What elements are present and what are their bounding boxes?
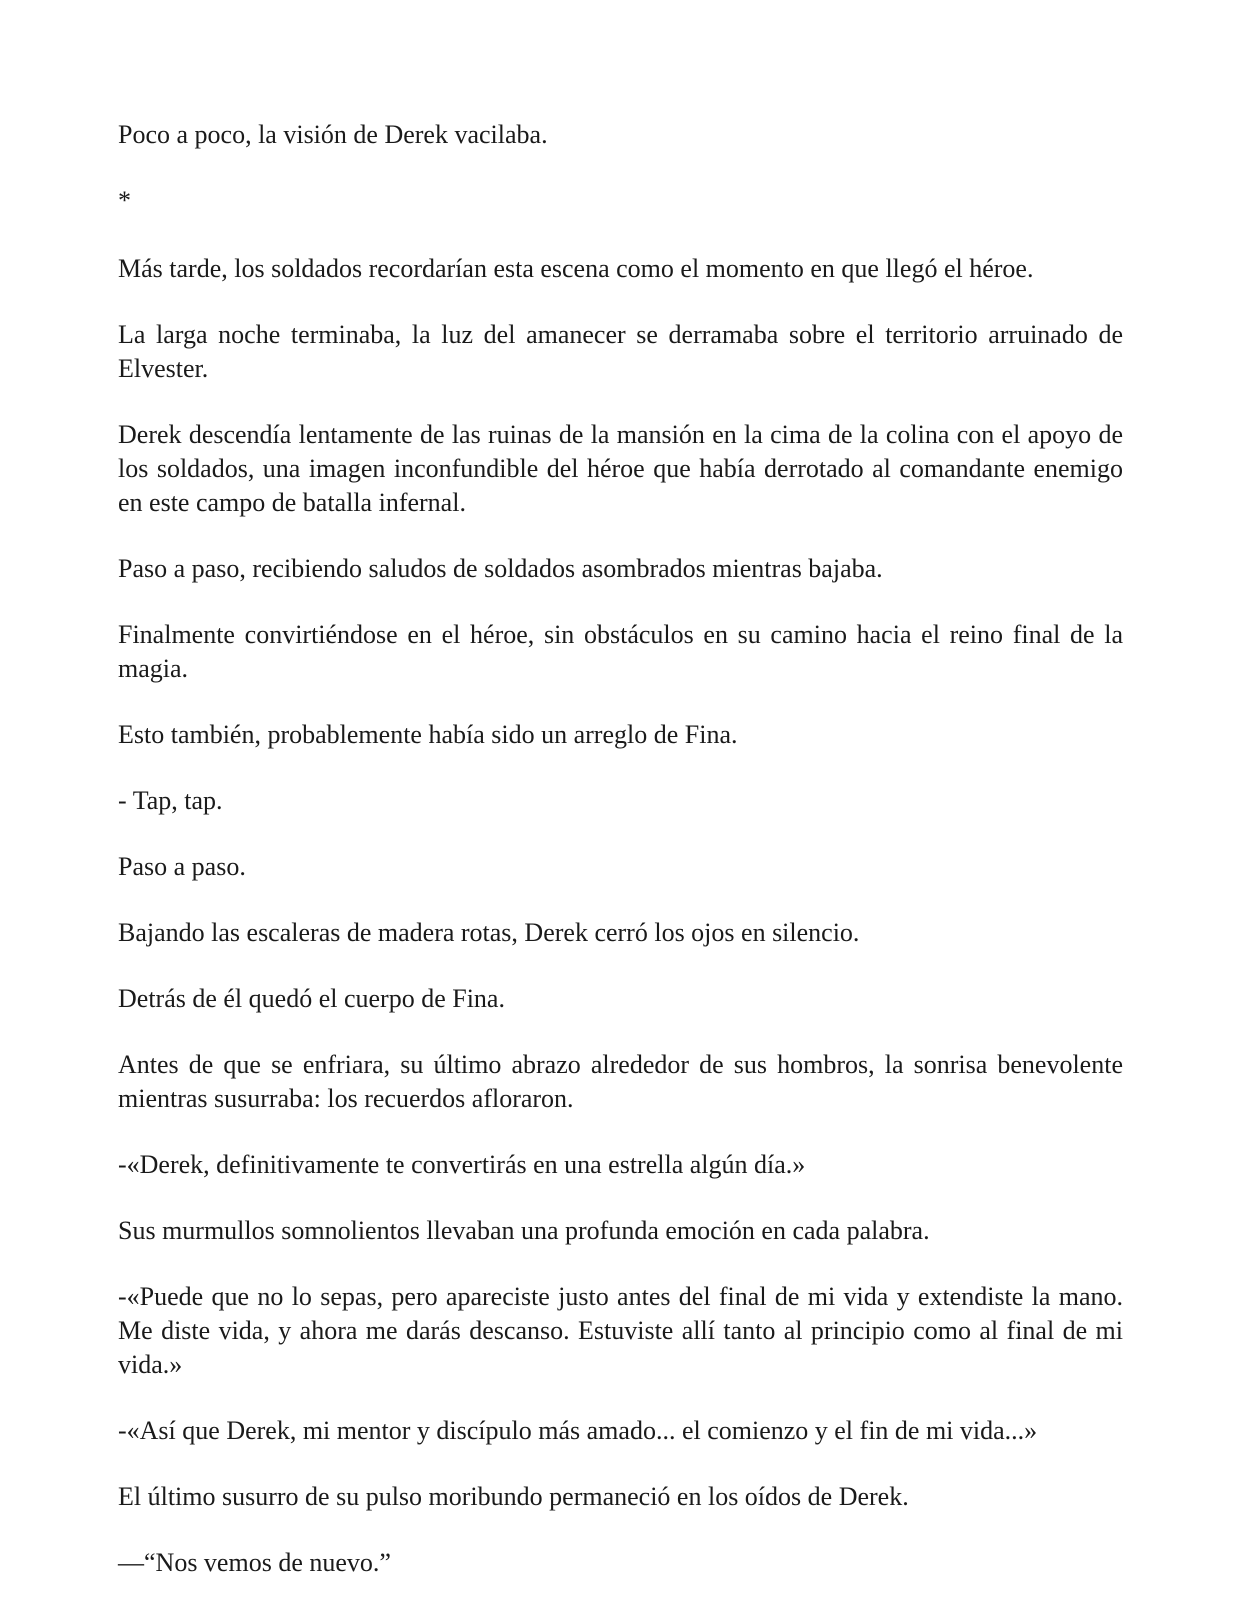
dialogue-line: -«Puede que no lo sepas, pero apareciste justo antes del final de mi vida y extendiste la mano. Me diste vida, y ahora me darás descanso. Estuviste allí tanto al principio como al final de mi vida.» [118, 1282, 1123, 1379]
document-body [118, 118, 1123, 1612]
paragraph: El último susurro de su pulso moribundo permaneció en los oídos de Derek. [118, 1482, 909, 1511]
dialogue-line: -«Así que Derek, mi mentor y discípulo más amado... el comienzo y el fin de mi vida...» [118, 1416, 1038, 1445]
paragraph: Sus murmullos somnolientos llevaban una profunda emoción en cada palabra. [118, 1216, 930, 1245]
paragraph: Antes de que se enfriara, su último abrazo alrededor de sus hombros, la sonrisa benevolente mientras susurraba: los recuerdos afloraron. [118, 1050, 1123, 1113]
paragraph: La larga noche terminaba, la luz del amanecer se derramaba sobre el territorio arruinado de Elvester. [118, 320, 1123, 383]
paragraph: Más tarde, los soldados recordarían esta escena como el momento en que llegó el héroe. [118, 254, 1034, 283]
paragraph: Derek descendía lentamente de las ruinas de la mansión en la cima de la colina con el apoyo de los soldados, una imagen inconfundible del héroe que había derrotado al comandante enemigo en este campo de batalla infernal. [118, 420, 1123, 517]
dialogue-line: -«Derek, definitivamente te convertirás en una estrella algún día.» [118, 1150, 806, 1179]
paragraph: Finalmente convirtiéndose en el héroe, sin obstáculos en su camino hacia el reino final de la magia. [118, 620, 1123, 683]
paragraph: Poco a poco, la visión de Derek vacilaba. [118, 120, 548, 149]
paragraph: Paso a paso. [118, 852, 246, 881]
section-separator: * [118, 186, 131, 215]
paragraph: - Tap, tap. [118, 786, 223, 815]
paragraph: Esto también, probablemente había sido un arreglo de Fina. [118, 720, 738, 749]
paragraph: Detrás de él quedó el cuerpo de Fina. [118, 984, 505, 1013]
dialogue-line: —“Nos vemos de nuevo.” [118, 1548, 391, 1577]
paragraph: Bajando las escaleras de madera rotas, Derek cerró los ojos en silencio. [118, 918, 860, 947]
paragraph: Paso a paso, recibiendo saludos de soldados asombrados mientras bajaba. [118, 554, 883, 583]
